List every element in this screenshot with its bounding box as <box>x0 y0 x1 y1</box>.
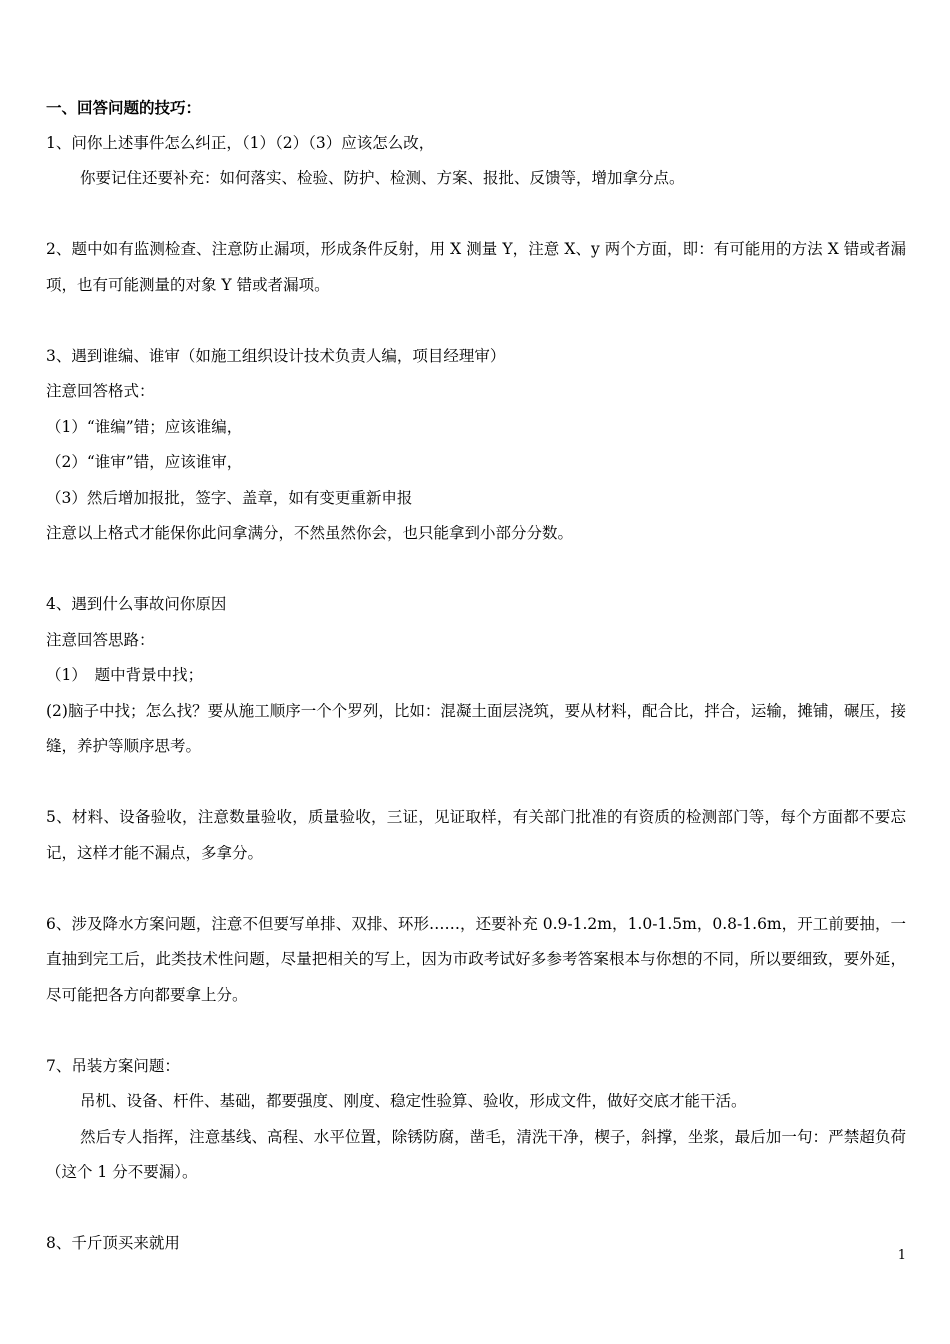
item-2-paragraph: 2、题中如有监测检查、注意防止漏项，形成条件反射，用 X 测量 Y，注意 X、y 两个方面，即：有可能用的方法 X 错或者漏项，也有可能测量的对象 Y 错或者漏项。 <box>46 240 906 294</box>
page-number: 1 <box>897 1248 906 1263</box>
spacer <box>46 303 906 339</box>
item-4-paragraph: (2)脑子中找；怎么找？要从施工顺序一个个罗列，比如：混凝土面层浇筑，要从材料，配合比，拌合，运输，摊铺，碾压，接缝，养护等顺序思考。 <box>46 701 906 755</box>
spacer <box>46 1013 906 1049</box>
spacer <box>46 197 906 233</box>
item-1-line-2: 你要记住还要补充：如何落实、检验、防护、检测、方案、报批、反馈等，增加拿分点。 <box>80 169 685 187</box>
item-7-paragraph: 然后专人指挥，注意基线、高程、水平位置，除锈防腐，凿毛，清洗干净，楔子，斜撑，坐浆，最后加一句：严禁超负荷（这个 1 分不要漏）。 <box>46 1127 906 1181</box>
item-8-line-1: 8、千斤顶买来就用 <box>46 1234 180 1252</box>
item-7-line-1: 7、吊装方案问题： <box>46 1056 180 1075</box>
item-6-paragraph: 6、涉及降水方案问题，注意不但要写单排、双排、环形……，还要补充 0.9-1.2m，1.0-1.5m，0.8-1.6m，开工前要抽，一直抽到完工后，此类技术性问题，尽量把相关的写上，因为市政考试好多参考答案根本与你想的不同，所以要细致，要外延，尽可能把各方向都要拿上分。 <box>46 914 906 1004</box>
item-5-paragraph: 5、材料、设备验收，注意数量验收，质量验收，三证，见证取样，有关部门批准的有资质的检测部门等，每个方面都不要忘记，这样才能不漏点，多拿分。 <box>46 808 906 862</box>
item-4-line-2: 注意回答思路： <box>46 630 155 649</box>
item-3-line-5: （3）然后增加报批，签字、盖章，如有变更重新申报 <box>46 488 413 507</box>
spacer <box>46 552 906 588</box>
item-4-line-3: （1） 题中背景中找； <box>46 666 204 684</box>
item-3-line-1: 3、遇到谁编、谁审（如施工组织设计技术负责人编，项目经理审） <box>46 346 506 365</box>
item-4-line-1: 4、遇到什么事故问你原因 <box>46 595 227 613</box>
item-3-line-3: （1）“谁编”错；应该谁编， <box>46 417 243 436</box>
spacer <box>46 871 906 907</box>
item-3-line-6: 注意以上格式才能保你此问拿满分，不然虽然你会，也只能拿到小部分分数。 <box>46 524 574 542</box>
spacer <box>46 765 906 801</box>
item-1-line-1: 1、问你上述事件怎么纠正，（1）（2）（3）应该怎么改， <box>46 133 435 152</box>
item-7-line-2: 吊机、设备、杆件、基础，都要强度、刚度、稳定性验算、验收，形成文件，做好交底才能干活。 <box>80 1092 747 1110</box>
document-body <box>46 90 906 1262</box>
spacer <box>46 1191 906 1227</box>
section-heading: 一、回答问题的技巧： <box>46 98 202 117</box>
item-3-line-4: （2）“谁审”错，应该谁审， <box>46 453 243 471</box>
item-3-line-2: 注意回答格式： <box>46 382 155 400</box>
